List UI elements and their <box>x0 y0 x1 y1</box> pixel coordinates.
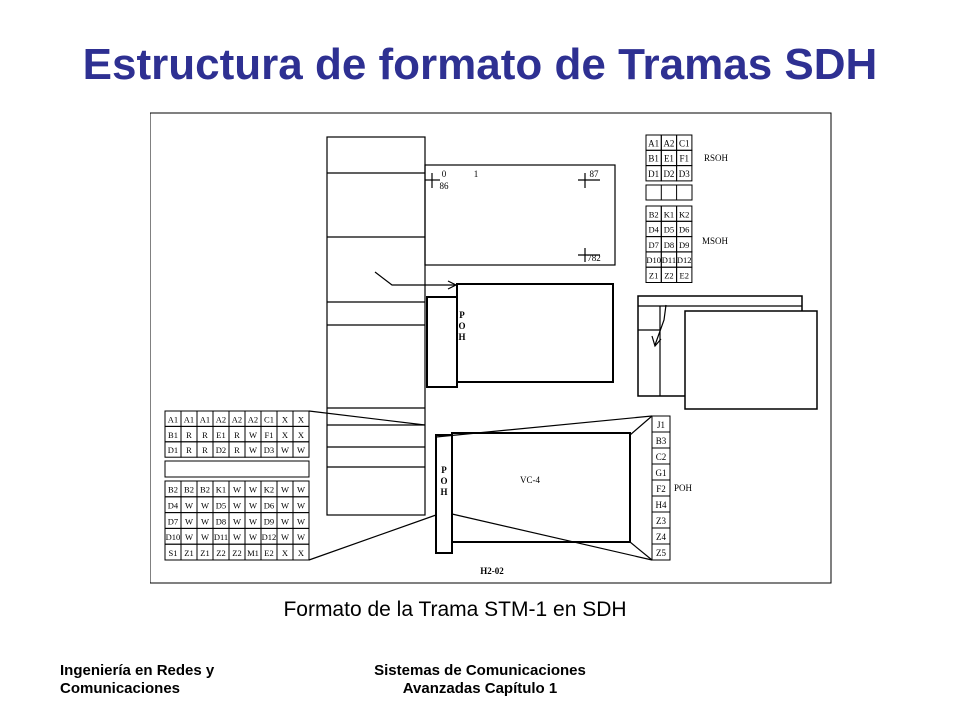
soh-lower-byte: W <box>184 500 194 511</box>
figure-id: H2-02 <box>480 566 504 576</box>
soh-upper-byte: W <box>296 445 306 456</box>
msoh-byte: D10 <box>646 255 661 266</box>
soh-lower-byte: W <box>248 516 258 527</box>
soh-upper-byte: D3 <box>263 445 275 456</box>
soh-lower-byte: W <box>184 532 194 543</box>
soh-upper-byte: D1 <box>167 445 179 456</box>
soh-lower-byte: W <box>200 532 210 543</box>
msoh-byte: D7 <box>648 239 659 250</box>
soh-lower-byte: W <box>232 500 242 511</box>
frame-label-col1: 1 <box>473 169 479 179</box>
soh-lower-byte: X <box>297 547 305 558</box>
soh-lower-byte: Z2 <box>232 547 242 558</box>
soh-upper-byte: E1 <box>216 429 226 440</box>
bottom-poh-letter: O <box>440 476 448 486</box>
soh-lower-byte: E2 <box>264 547 274 558</box>
soh-lower-byte: W <box>280 500 290 511</box>
soh-lower-byte: D9 <box>263 516 275 527</box>
slide-title: Estructura de formato de Tramas SDH <box>82 40 878 89</box>
rsoh-byte: B1 <box>648 153 659 164</box>
soh-upper-byte: X <box>281 414 289 425</box>
frame-label-col86: 86 <box>439 181 449 191</box>
soh-upper-byte: X <box>297 414 305 425</box>
soh-lower-byte: W <box>296 484 306 495</box>
rsoh-byte: D2 <box>663 168 675 179</box>
msoh-byte: D6 <box>679 224 690 235</box>
soh-lower-byte: W <box>296 500 306 511</box>
soh-upper-byte: X <box>281 429 289 440</box>
msoh-byte: D4 <box>648 224 659 235</box>
rsoh-byte: D3 <box>678 168 690 179</box>
soh-upper-byte: A1 <box>167 414 179 425</box>
rsoh-byte: A2 <box>663 138 675 149</box>
soh-lower-byte: Z1 <box>184 547 194 558</box>
msoh-byte: K1 <box>663 209 675 220</box>
bottom-poh-letter: H <box>440 487 448 497</box>
figure-caption: Formato de la Trama STM-1 en SDH <box>283 598 627 621</box>
soh-lower-byte: Z2 <box>216 547 226 558</box>
mid-poh-letter: H <box>458 332 466 342</box>
soh-lower-byte: W <box>248 532 258 543</box>
rsoh-byte: A1 <box>648 138 660 149</box>
soh-upper-byte: B1 <box>168 429 178 440</box>
soh-lower-byte: W <box>232 484 242 495</box>
soh-lower-byte: D7 <box>167 516 179 527</box>
soh-lower-byte: D5 <box>215 500 227 511</box>
soh-lower-byte: W <box>232 532 242 543</box>
soh-lower-byte: X <box>281 547 289 558</box>
frame-label-col87: 87 <box>589 169 599 179</box>
soh-upper-byte: R <box>234 429 240 440</box>
rsoh-byte: D1 <box>648 168 660 179</box>
soh-upper-byte: X <box>297 429 305 440</box>
soh-upper-byte: F1 <box>264 429 274 440</box>
msoh-byte: D8 <box>663 239 675 250</box>
poh-byte: Z4 <box>656 532 666 542</box>
msoh-byte: D9 <box>679 239 690 250</box>
soh-lower-byte: W <box>248 500 258 511</box>
soh-upper-byte: R <box>234 445 240 456</box>
soh-lower-byte: D4 <box>167 500 179 511</box>
msoh-byte: B2 <box>648 209 659 220</box>
rsoh-byte: C1 <box>678 138 690 149</box>
msoh-byte: D11 <box>661 255 677 266</box>
soh-upper-byte: R <box>186 445 192 456</box>
soh-upper-byte: W <box>248 445 258 456</box>
poh-byte: J1 <box>656 420 666 430</box>
stm1-frame-diagram <box>150 112 832 584</box>
poh-label: POH <box>674 483 693 493</box>
soh-lower-byte: W <box>296 532 306 543</box>
footer-left-line2: Comunicaciones <box>60 680 181 697</box>
soh-upper-byte: W <box>280 445 290 456</box>
footer-center-line1: Sistemas de Comunicaciones <box>374 662 586 679</box>
soh-upper-byte: C1 <box>264 414 274 425</box>
mid-poh-letter: O <box>458 321 466 331</box>
soh-upper-byte: A2 <box>247 414 259 425</box>
soh-lower-byte: B2 <box>168 484 178 495</box>
frame-label-782: 782 <box>587 253 601 263</box>
soh-lower-byte: W <box>280 532 290 543</box>
soh-lower-byte: B2 <box>200 484 210 495</box>
soh-lower-byte: S1 <box>168 547 178 558</box>
poh-byte: Z3 <box>656 516 666 526</box>
soh-lower-byte: W <box>232 516 242 527</box>
soh-lower-byte: K2 <box>263 484 275 495</box>
footer-center <box>340 662 620 698</box>
rsoh-byte: F1 <box>679 153 690 164</box>
soh-lower-byte: D10 <box>165 532 181 543</box>
soh-lower-byte: D11 <box>213 532 229 543</box>
soh-lower-byte: W <box>280 516 290 527</box>
footer-left <box>60 662 290 698</box>
msoh-label: MSOH <box>702 236 729 246</box>
soh-lower-byte: M1 <box>247 547 259 558</box>
poh-byte: C2 <box>655 452 667 462</box>
soh-lower-byte: W <box>200 516 210 527</box>
soh-lower-byte: D8 <box>215 516 227 527</box>
bottom-poh-letter: P <box>441 465 447 475</box>
soh-lower-byte: D6 <box>263 500 275 511</box>
rsoh-label: RSOH <box>704 153 729 163</box>
soh-upper-byte: A2 <box>231 414 243 425</box>
soh-lower-byte: K1 <box>215 484 227 495</box>
footer-left-line1: Ingeniería en Redes y <box>60 662 215 679</box>
soh-lower-byte: W <box>296 516 306 527</box>
soh-lower-byte: W <box>200 500 210 511</box>
soh-upper-byte: R <box>202 445 208 456</box>
rsoh-byte: E1 <box>663 153 674 164</box>
soh-upper-byte: A1 <box>199 414 211 425</box>
poh-byte: H4 <box>655 500 667 510</box>
vc4-label: VC-4 <box>520 475 540 485</box>
soh-lower-byte: Z1 <box>200 547 210 558</box>
poh-byte: B3 <box>655 436 667 446</box>
msoh-byte: E2 <box>679 270 689 281</box>
poh-byte: G1 <box>655 468 667 478</box>
poh-byte: F2 <box>656 484 666 494</box>
msoh-byte: D12 <box>676 255 692 266</box>
mid-poh-letter: P <box>459 310 465 320</box>
soh-lower-byte: B2 <box>184 484 194 495</box>
msoh-byte: K2 <box>679 209 690 220</box>
soh-upper-byte: A2 <box>215 414 227 425</box>
soh-upper-byte: D2 <box>215 445 227 456</box>
soh-upper-byte: A1 <box>183 414 195 425</box>
soh-lower-byte: W <box>248 484 258 495</box>
soh-lower-byte: W <box>184 516 194 527</box>
footer-center-line2: Avanzadas Capítulo 1 <box>402 680 558 697</box>
msoh-byte: Z2 <box>664 270 674 281</box>
msoh-byte: D5 <box>663 224 675 235</box>
frame-label-col0: 0 <box>441 169 447 179</box>
soh-upper-byte: R <box>202 429 208 440</box>
poh-byte: Z5 <box>656 548 666 558</box>
msoh-byte: Z1 <box>648 270 659 281</box>
soh-lower-byte: W <box>280 484 290 495</box>
soh-upper-byte: R <box>186 429 192 440</box>
soh-lower-byte: D12 <box>261 532 277 543</box>
soh-upper-byte: W <box>248 429 258 440</box>
